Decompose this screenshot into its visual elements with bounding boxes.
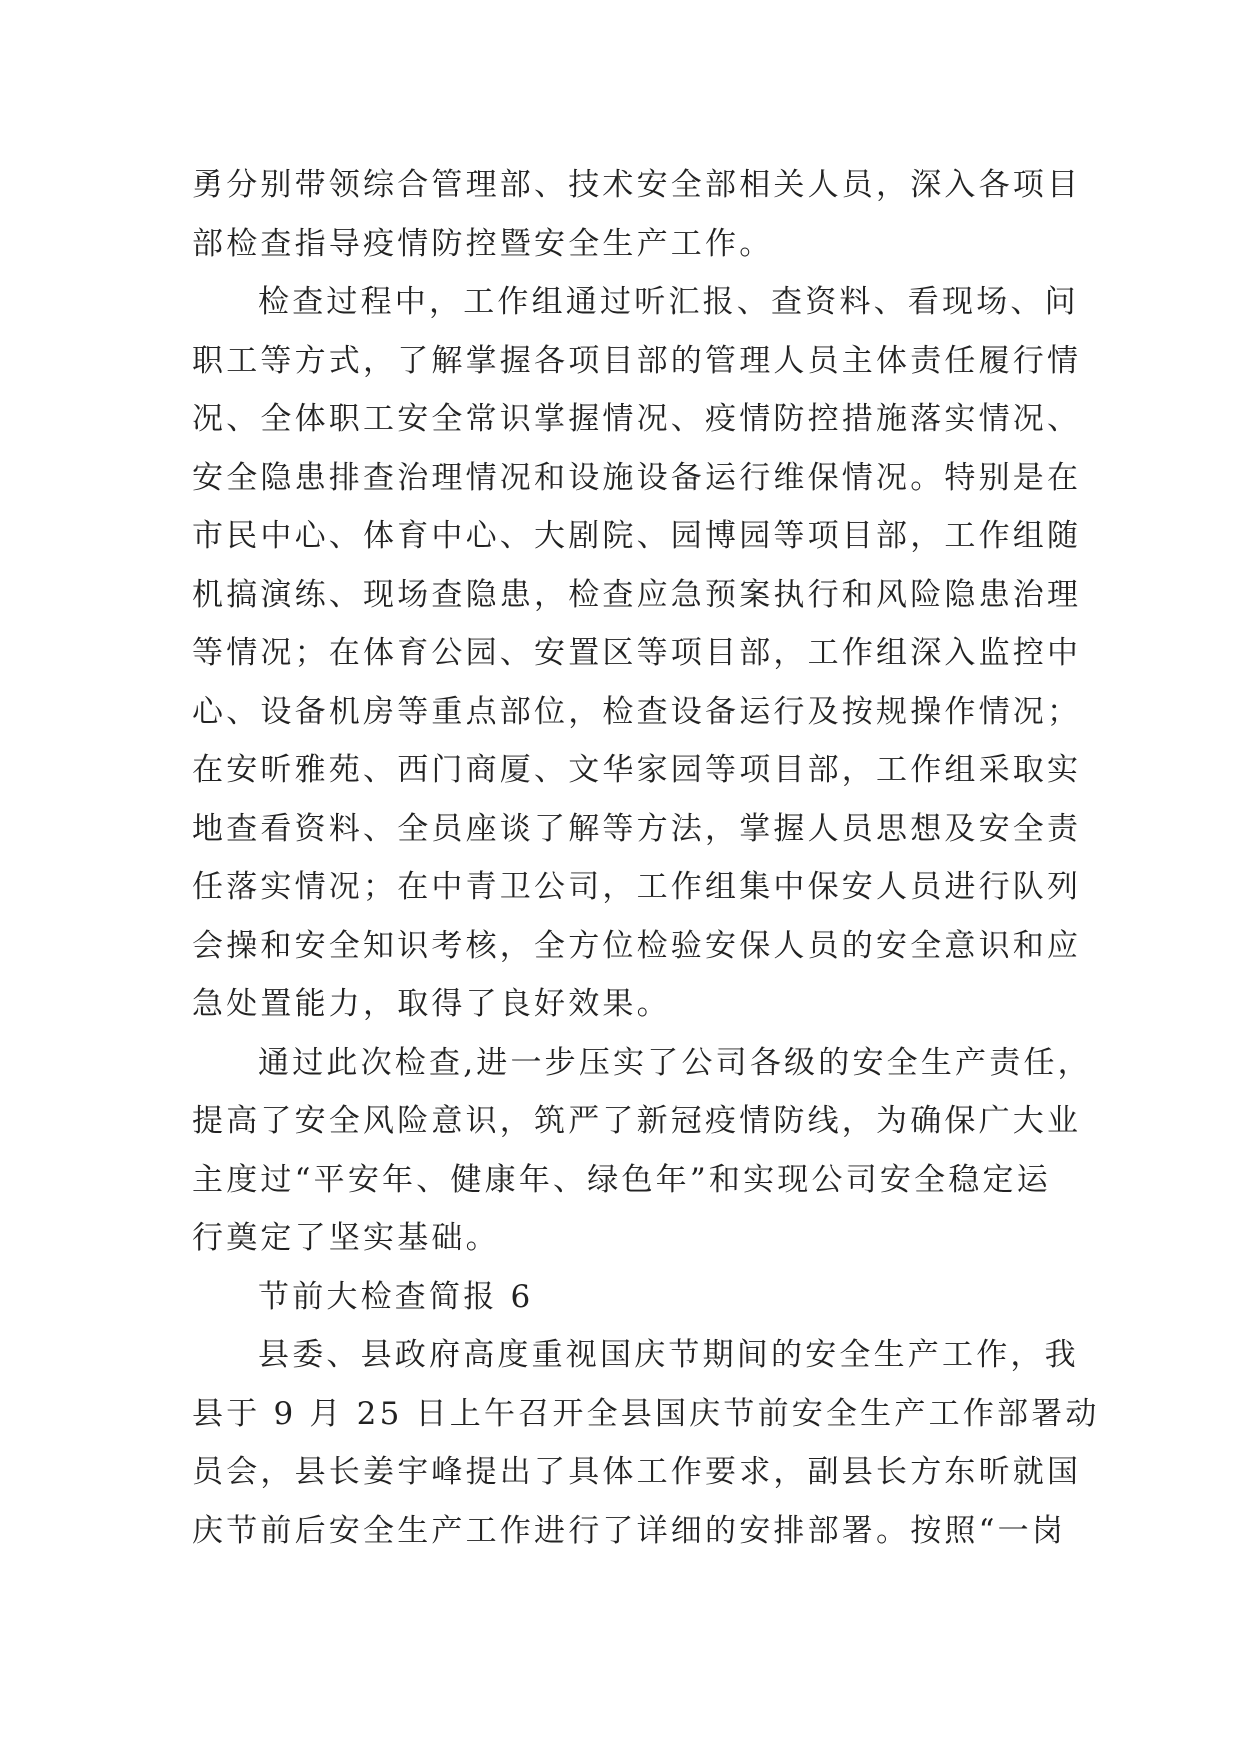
paragraph-start-line: 县委、县政府高度重视国庆节期间的安全生产工作，我 xyxy=(258,1337,1079,1373)
text-line: 行奠定了坚实基础。 xyxy=(192,1220,500,1256)
text-line: 机搞演练、现场查隐患，检查应急预案执行和风险隐患治理 xyxy=(192,576,1082,613)
text-line: 员会，县长姜宇峰提出了具体工作要求，副县长方东昕就国 xyxy=(192,1454,1082,1490)
text-line: 主度过“平安年、健康年、绿色年”和实现公司安全稳定运 xyxy=(192,1161,1051,1198)
text-line: 地查看资料、全员座谈了解等方法，掌握人员思想及安全责 xyxy=(192,810,1082,847)
text-line: 会操和安全知识考核，全方位检验安保人员的安全意识和应 xyxy=(192,927,1082,964)
text-line: 县于 9 月 25 日上午召开全县国庆节前安全生产工作部署动 xyxy=(192,1395,1100,1432)
text-line: 在安昕雅苑、西门商厦、文华家园等项目部，工作组采取实 xyxy=(192,752,1082,788)
paragraph-start-line: 通过此次检查,进一步压实了公司各级的安全生产责任， xyxy=(258,1044,1092,1081)
text-line: 市民中心、体育中心、大剧院、园博园等项目部，工作组随 xyxy=(192,518,1082,554)
text-line: 职工等方式，了解掌握各项目部的管理人员主体责任履行情 xyxy=(192,342,1082,379)
document-body xyxy=(192,156,1100,1560)
text-line: 安全隐患排查治理情况和设施设备运行维保情况。特别是在 xyxy=(192,459,1082,496)
text-line: 急处置能力，取得了良好效果。 xyxy=(192,986,671,1022)
text-line: 部检查指导疫情防控暨安全生产工作。 xyxy=(192,225,774,262)
text-line: 任落实情况；在中青卫公司，工作组集中保安人员进行队列 xyxy=(192,869,1082,905)
text-line: 等情况；在体育公园、安置区等项目部，工作组深入监控中 xyxy=(192,635,1082,671)
text-line: 庆节前后安全生产工作进行了详细的安排部署。按照“一岗 xyxy=(192,1512,1067,1549)
section-heading: 节前大检查简报 6 xyxy=(258,1278,534,1315)
text-line: 况、全体职工安全常识掌握情况、疫情防控措施落实情况、 xyxy=(192,401,1082,437)
text-line: 勇分别带领综合管理部、技术安全部相关人员，深入各项目 xyxy=(192,167,1082,203)
paragraph-start-line: 检查过程中，工作组通过听汇报、查资料、看现场、问 xyxy=(258,284,1079,320)
text-line: 心、设备机房等重点部位，检查设备运行及按规操作情况； xyxy=(192,693,1082,730)
text-line: 提高了安全风险意识，筑严了新冠疫情防线，为确保广大业 xyxy=(192,1103,1082,1139)
